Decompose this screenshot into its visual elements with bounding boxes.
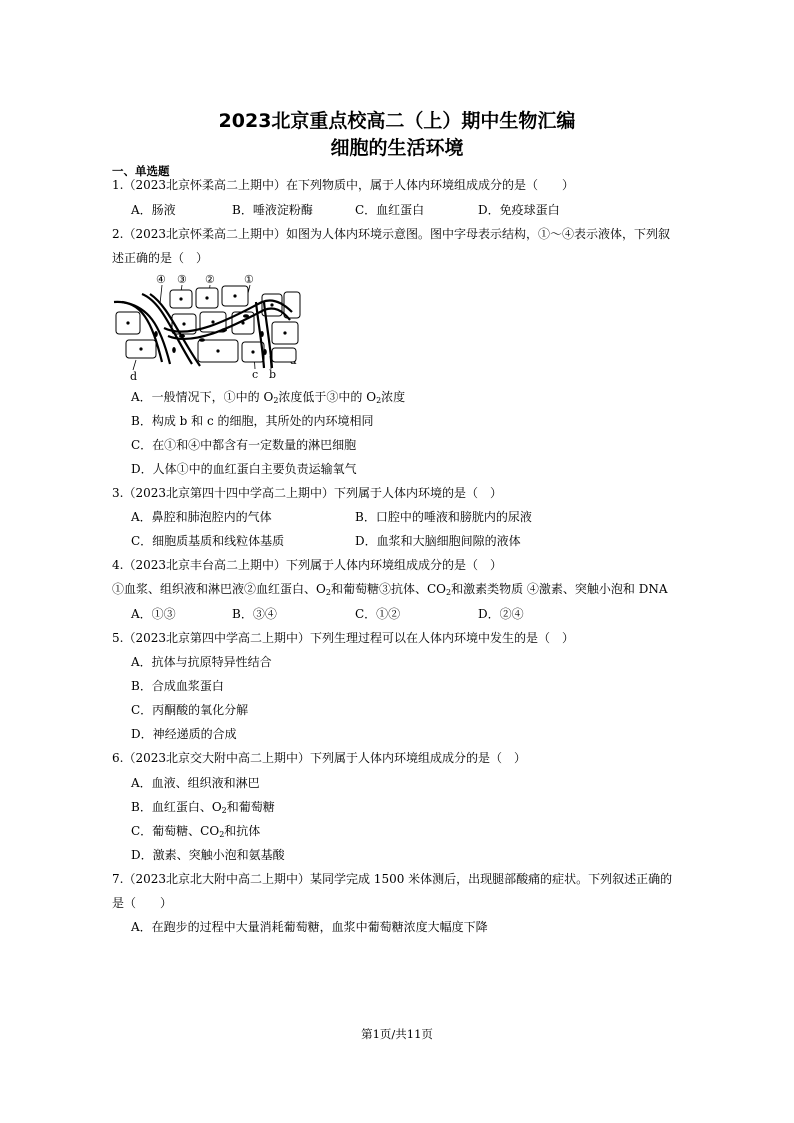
q4-option-c: C．①② [355, 607, 401, 621]
question-3-stem: 3.（2023北京第四十四中学高二上期中）下列属于人体内环境的是（ ） [112, 486, 502, 500]
page-subtitle: 细胞的生活环境 [330, 137, 464, 159]
q3-option-b: B．口腔中的唾液和膀胱内的尿液 [355, 510, 532, 524]
question-4-stem: 4.（2023北京丰台高二上期中）下列属于人体内环境组成成分的是（ ） [112, 558, 502, 572]
q6-option-d: D．激素、突触小泡和氨基酸 [131, 848, 285, 862]
q5-option-c: C．丙酮酸的氧化分解 [131, 703, 249, 717]
section-heading: 一、单选题 [112, 164, 170, 178]
label-c: c [252, 368, 259, 381]
inner-environment-diagram [112, 272, 302, 388]
q6-option-c: C．葡萄糖、$CO_2$和抗体 [131, 824, 261, 839]
q4-option-a: A．①③ [131, 607, 176, 621]
q5-option-a: A．抗体与抗原特异性结合 [131, 655, 272, 669]
q5-option-d: D．神经递质的合成 [131, 727, 237, 741]
page-title: 2023北京重点校高二（上）期中生物汇编 [218, 110, 576, 132]
question-6-stem: 6.（2023北京交大附中高二上期中）下列属于人体内环境组成成分的是（ ） [112, 751, 526, 765]
question-7-stem: 7.（2023北京北大附中高二上期中）某同学完成 1500 米体测后，出现腿部酸痛的症状。下列叙述正确的 [112, 872, 673, 886]
label-3: ③ [177, 273, 187, 286]
label-4: ④ [156, 273, 166, 286]
q4-option-d: D．②④ [478, 607, 524, 621]
q1-option-c: C．血红蛋白 [355, 203, 425, 217]
q2-option-d: D．人体①中的血红蛋白主要负责运输氧气 [131, 462, 357, 476]
q7-option-a: A．在跑步的过程中大量消耗葡萄糖，血浆中葡萄糖浓度大幅度下降 [131, 920, 488, 934]
label-2: ② [205, 273, 215, 286]
question-1-stem: 1.（2023北京怀柔高二上期中）在下列物质中，属于人体内环境组成成分的是（ ） [112, 178, 574, 192]
q1-option-d: D．免疫球蛋白 [478, 203, 560, 217]
diagram-svg [112, 272, 302, 384]
q5-option-b: B．合成血浆蛋白 [131, 679, 224, 693]
q2-option-c: C．在①和④中都含有一定数量的淋巴细胞 [131, 438, 357, 452]
q2-option-b: B．构成 b 和 c 的细胞，其所处的内环境相同 [131, 414, 374, 428]
q1-option-b: B．唾液淀粉酶 [232, 203, 313, 217]
question-2-stem: 2.（2023北京怀柔高二上期中）如图为人体内环境示意图。图中字母表示结构，①～④表示液体，下列叙 [112, 227, 670, 241]
q3-option-c: C．细胞质基质和线粒体基质 [131, 534, 285, 548]
question-7-stem-cont: 是（ ） [112, 896, 173, 910]
label-d: d [130, 370, 138, 383]
q4-option-b: B．③④ [232, 607, 277, 621]
q6-option-b: B．血红蛋白、$O_2$和葡萄糖 [131, 800, 275, 815]
question-4-items: ①血浆、组织液和淋巴液②血红蛋白、$O_2$和葡萄糖③抗体、$CO_2$和激素类物质 ④激素、突触小泡和 DNA [112, 582, 668, 597]
q3-option-a: A．鼻腔和肺泡腔内的气体 [131, 510, 272, 524]
q6-option-a: A．血液、组织液和淋巴 [131, 776, 260, 790]
label-1: ① [244, 273, 254, 286]
q3-option-d: D．血浆和大脑细胞间隙的液体 [355, 534, 521, 548]
q1-option-a: A．肠液 [131, 203, 176, 217]
q2-option-a: A．一般情况下，①中的 $O_2$浓度低于③中的 $O_2$浓度 [131, 390, 406, 405]
label-b: b [269, 368, 277, 381]
page-footer: 第1页/共11页 [361, 1027, 433, 1041]
question-5-stem: 5.（2023北京第四中学高二上期中）下列生理过程可以在人体内环境中发生的是（ ） [112, 631, 574, 645]
question-2-stem-cont: 述正确的是（ ） [112, 251, 209, 265]
